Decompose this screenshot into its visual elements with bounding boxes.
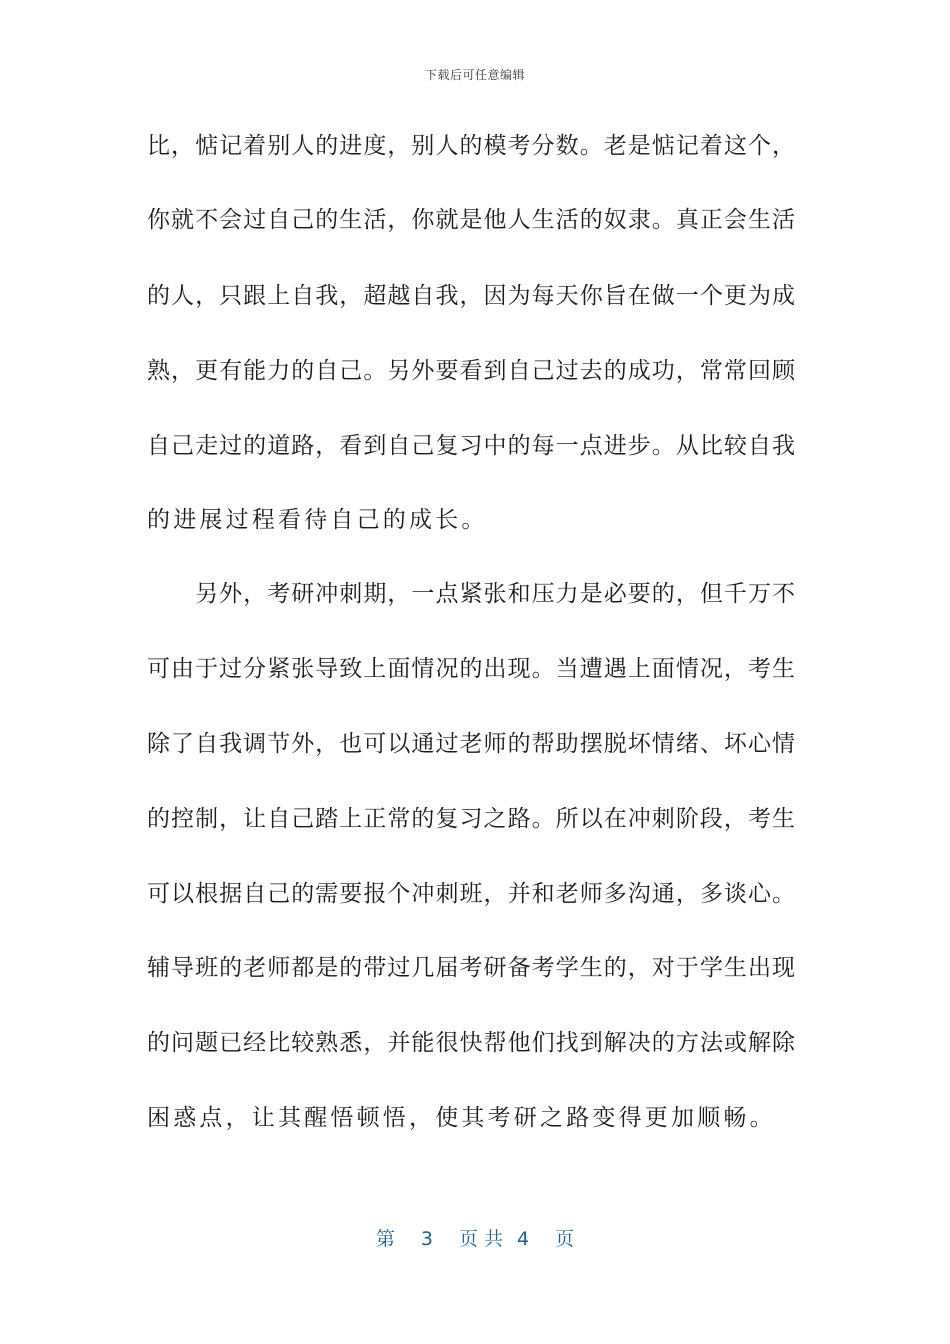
total-pages-number: 4 bbox=[517, 1228, 530, 1250]
text-line: 熟，更有能力的自己。另外要看到自己过去的成功，常常回顾 bbox=[147, 358, 795, 384]
page-footer bbox=[0, 1224, 950, 1251]
text-line: 另外，考研冲刺期，一点紧张和压力是必要的，但千万不 bbox=[147, 581, 795, 607]
text-line: 可由于过分紧张导致上面情况的出现。当遭遇上面情况，考生 bbox=[147, 656, 795, 682]
text-line: 辅导班的老师都是的带过几届考研备考学生的，对于学生出现 bbox=[147, 955, 795, 981]
text-line: 比，惦记着别人的进度，别人的模考分数。老是惦记着这个， bbox=[147, 133, 795, 159]
text-line: 你就不会过自己的生活，你就是他人生活的奴隶。真正会生活 bbox=[147, 207, 795, 233]
text-line: 自己走过的道路，看到自己复习中的每一点进步。从比较自我 bbox=[147, 433, 795, 459]
text-line: 除了自我调节外，也可以通过老师的帮助摆脱坏情绪、坏心情 bbox=[147, 731, 795, 757]
current-page-number: 3 bbox=[420, 1228, 433, 1250]
text-line: 可以根据自己的需要报个冲刺班，并和老师多沟通，多谈心。 bbox=[147, 881, 795, 907]
page-header: 下载后可任意编辑 bbox=[424, 68, 525, 82]
footer-prefix: 第 bbox=[375, 1228, 395, 1250]
text-line: 的进展过程看待自己的成长。 bbox=[147, 507, 488, 533]
text-line: 的控制，让自己踏上正常的复习之路。所以在冲刺阶段，考生 bbox=[147, 806, 795, 832]
text-line: 困惑点，让其醒悟顿悟，使其考研之路变得更加顺畅。 bbox=[147, 1105, 776, 1131]
text-line: 的人，只跟上自我，超越自我，因为每天你旨在做一个更为成 bbox=[147, 283, 795, 309]
footer-middle: 页共 bbox=[458, 1228, 509, 1250]
footer-suffix: 页 bbox=[555, 1228, 575, 1250]
text-line: 的问题已经比较熟悉，并能很快帮他们找到解决的方法或解除 bbox=[147, 1030, 795, 1056]
